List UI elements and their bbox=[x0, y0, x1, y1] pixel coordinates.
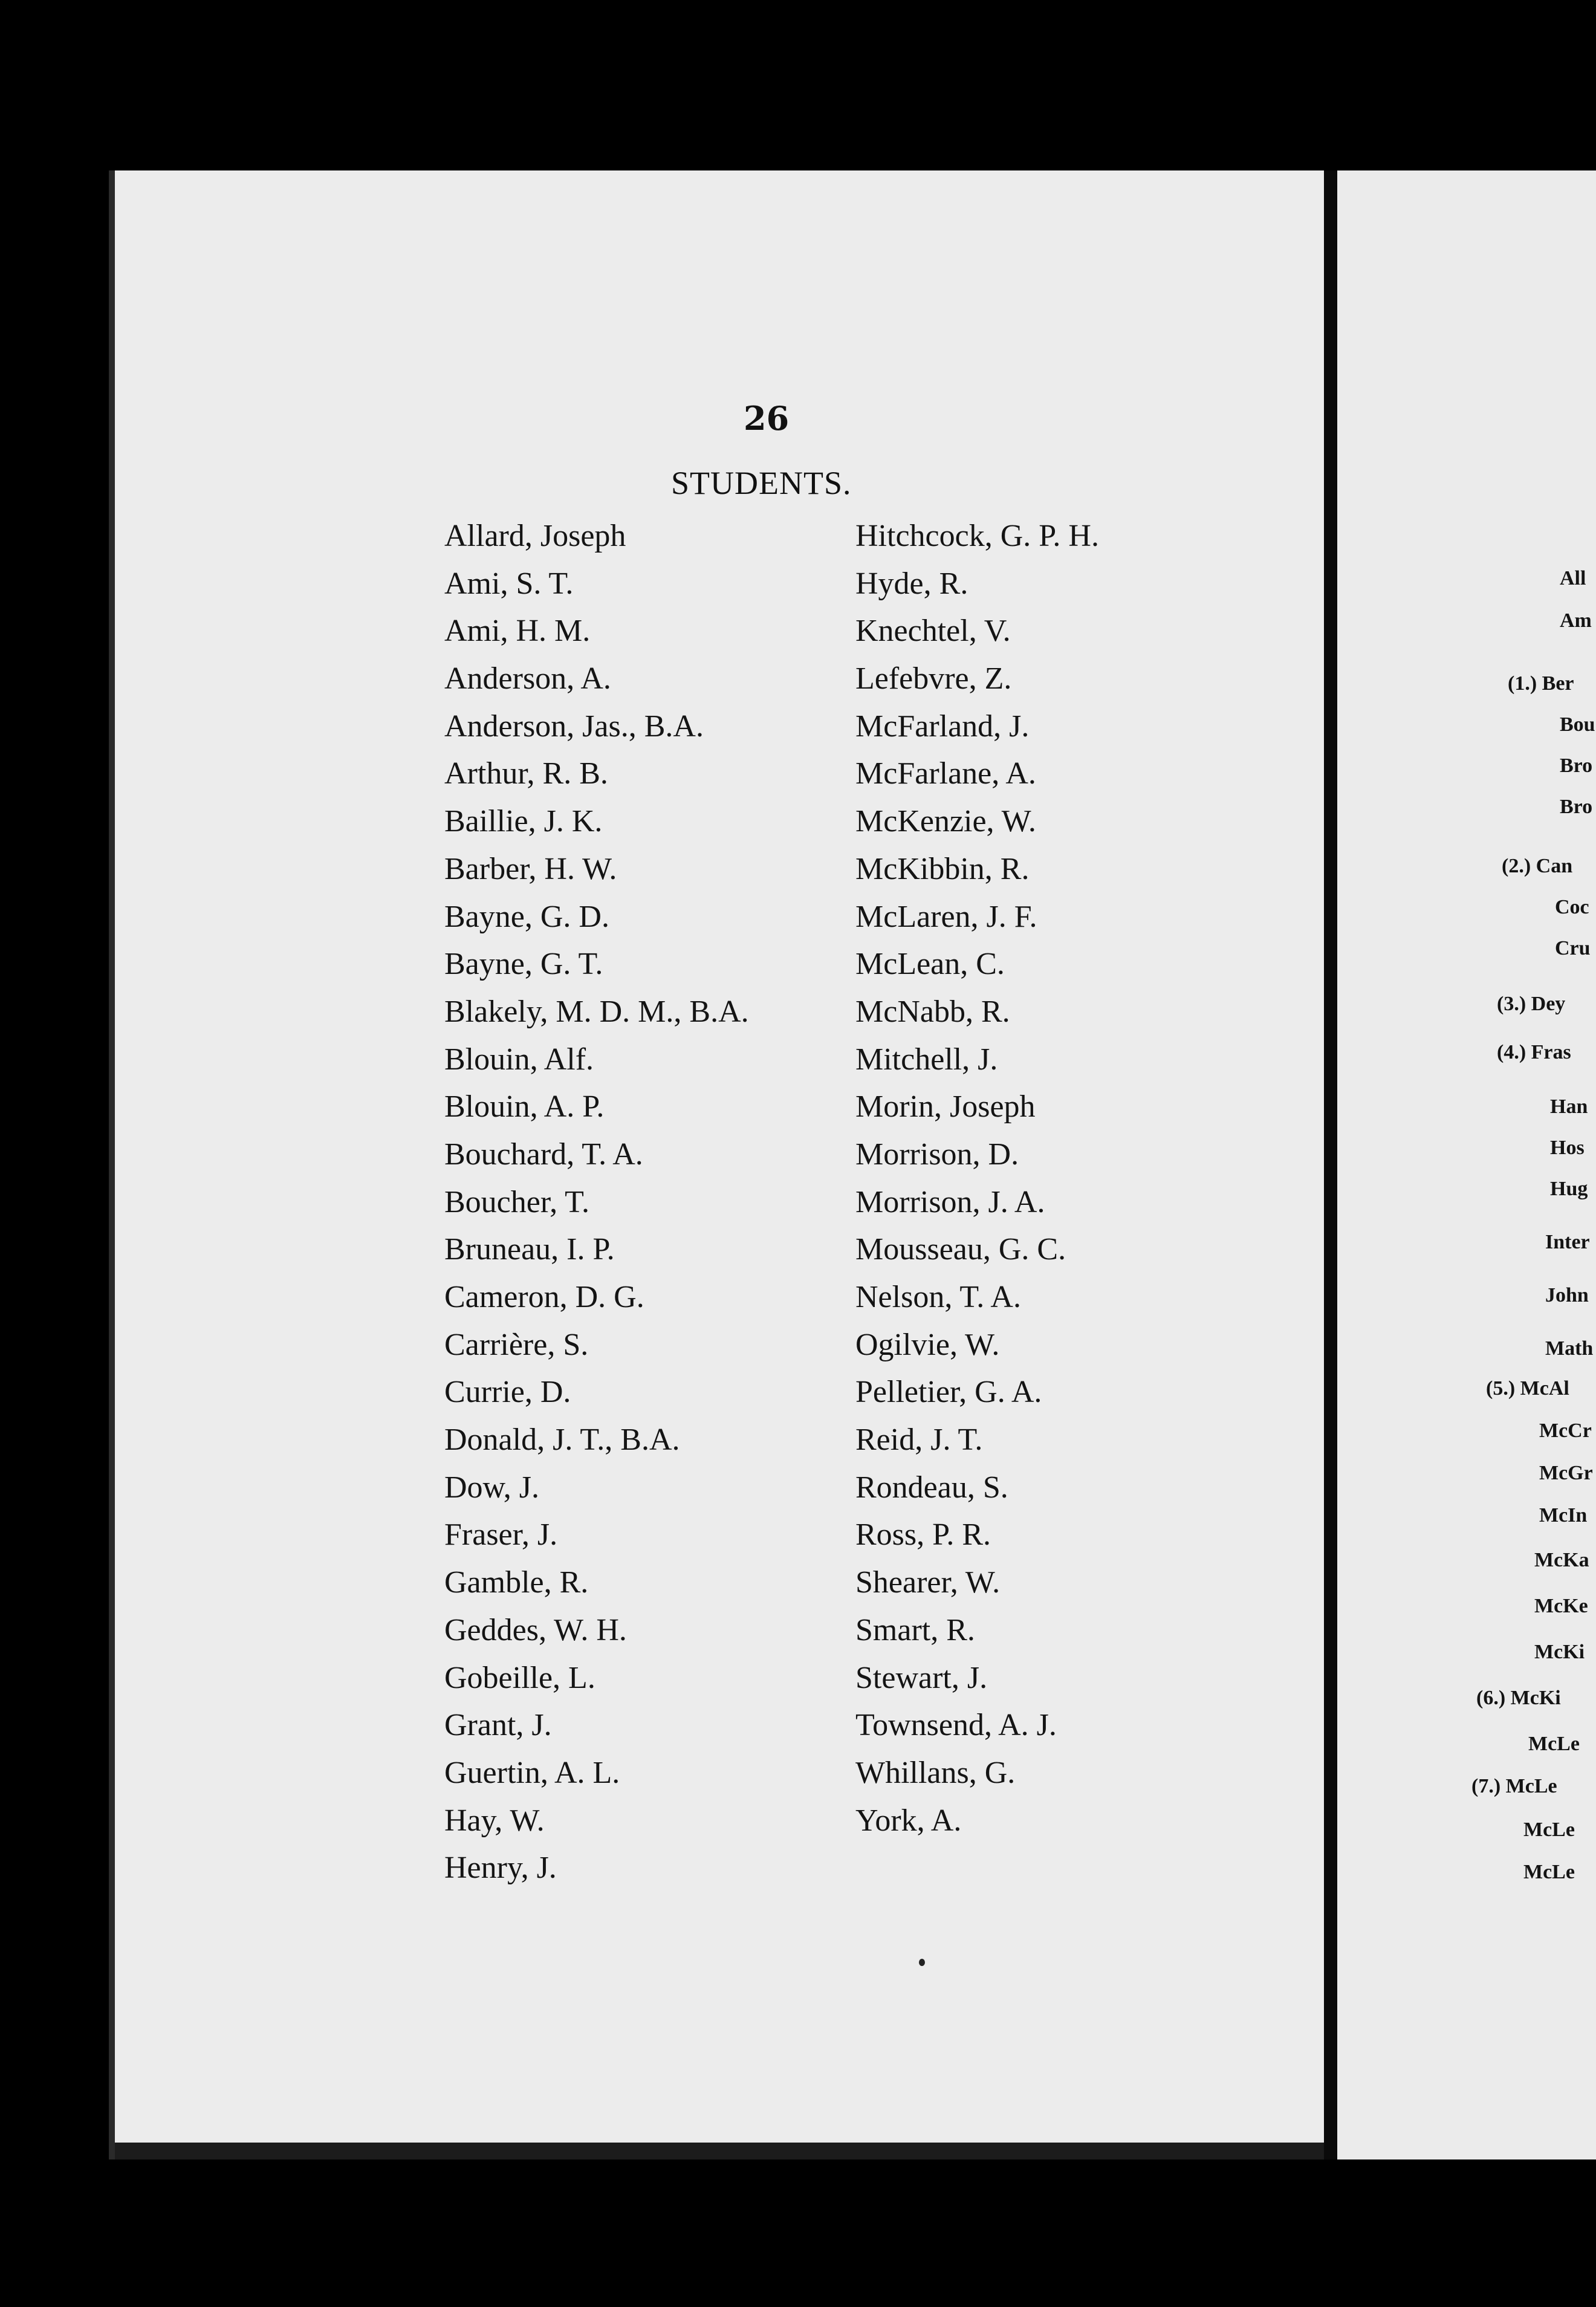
student-name: Fraser, J. bbox=[444, 1517, 558, 1553]
student-name: Shearer, W. bbox=[855, 1565, 1001, 1600]
student-name: McLean, C. bbox=[855, 947, 1005, 982]
facing-fragment: John bbox=[1545, 1284, 1589, 1306]
ink-speck bbox=[919, 1959, 925, 1966]
facing-fragment: McIn bbox=[1539, 1504, 1588, 1527]
student-name: Guertin, A. L. bbox=[444, 1755, 620, 1790]
student-name: Hay, W. bbox=[444, 1803, 545, 1838]
facing-fragment: McGr bbox=[1539, 1462, 1593, 1484]
facing-fragment: (2.) Can bbox=[1502, 855, 1573, 877]
facing-fragment: McKe bbox=[1534, 1595, 1588, 1617]
student-name: Boucher, T. bbox=[444, 1184, 590, 1219]
facing-fragment: All bbox=[1560, 567, 1586, 589]
facing-fragment: Bou bbox=[1560, 713, 1595, 736]
facing-fragment: McKa bbox=[1534, 1549, 1589, 1571]
book-gutter bbox=[1324, 170, 1337, 2159]
facing-fragment: (3.) Dey bbox=[1497, 993, 1566, 1015]
student-name: Bayne, G. D. bbox=[444, 899, 609, 934]
student-name: Morrison, D. bbox=[855, 1137, 1019, 1172]
student-name: Knechtel, V. bbox=[855, 614, 1011, 649]
student-name: Morin, Joseph bbox=[855, 1089, 1036, 1124]
facing-fragment: Cru bbox=[1555, 937, 1591, 959]
facing-fragment: (1.) Ber bbox=[1508, 672, 1574, 695]
student-name: Geddes, W. H. bbox=[444, 1612, 627, 1647]
page-heading: STUDENTS. bbox=[671, 465, 852, 501]
facing-fragment: Hos bbox=[1550, 1137, 1585, 1159]
facing-fragment: Inter bbox=[1545, 1231, 1590, 1253]
student-name: Dow, J. bbox=[444, 1470, 539, 1505]
student-name: Rondeau, S. bbox=[855, 1470, 1008, 1505]
student-name: Morrison, J. A. bbox=[855, 1184, 1045, 1219]
facing-fragment: (7.) McLe bbox=[1471, 1775, 1557, 1797]
student-name: Stewart, J. bbox=[855, 1660, 988, 1695]
students-right-column bbox=[855, 513, 1099, 1845]
student-name: Mousseau, G. C. bbox=[855, 1232, 1066, 1267]
student-name: Currie, D. bbox=[444, 1375, 571, 1410]
facing-fragment: (6.) McKi bbox=[1476, 1687, 1561, 1709]
facing-page bbox=[1337, 170, 1596, 2159]
student-name: Reid, J. T. bbox=[855, 1423, 983, 1458]
student-name: McLaren, J. F. bbox=[855, 899, 1037, 934]
student-name: Bayne, G. T. bbox=[444, 947, 603, 982]
student-name: Blouin, Alf. bbox=[444, 1042, 594, 1077]
facing-fragment: Coc bbox=[1555, 896, 1589, 918]
student-name: Mitchell, J. bbox=[855, 1042, 998, 1077]
student-name: Blakely, M. D. M., B.A. bbox=[444, 994, 749, 1029]
student-name: Arthur, R. B. bbox=[444, 756, 608, 791]
student-name: Ogilvie, W. bbox=[855, 1327, 1000, 1362]
student-name: Ami, H. M. bbox=[444, 614, 591, 649]
student-name: Ami, S. T. bbox=[444, 566, 574, 601]
student-name: McNabb, R. bbox=[855, 994, 1010, 1029]
student-name: Lefebvre, Z. bbox=[855, 661, 1012, 696]
facing-fragment: Am bbox=[1560, 609, 1592, 632]
facing-fragment: Han bbox=[1550, 1095, 1588, 1118]
student-name: Anderson, A. bbox=[444, 661, 611, 696]
student-name: McKibbin, R. bbox=[855, 851, 1030, 886]
student-name: Grant, J. bbox=[444, 1708, 552, 1743]
student-name: Baillie, J. K. bbox=[444, 804, 603, 839]
page-number: 26 bbox=[744, 399, 790, 438]
student-name: McKenzie, W. bbox=[855, 804, 1036, 839]
student-name: Barber, H. W. bbox=[444, 851, 617, 886]
student-name: York, A. bbox=[855, 1803, 962, 1838]
facing-fragment: Bro bbox=[1560, 796, 1593, 818]
student-name: Bouchard, T. A. bbox=[444, 1137, 643, 1172]
facing-fragment: (5.) McAl bbox=[1486, 1377, 1569, 1400]
student-name: Pelletier, G. A. bbox=[855, 1375, 1042, 1410]
student-name: Carrière, S. bbox=[444, 1327, 589, 1362]
facing-fragment: Hug bbox=[1550, 1178, 1588, 1200]
facing-fragment: (4.) Fras bbox=[1497, 1041, 1571, 1063]
student-name: Smart, R. bbox=[855, 1612, 975, 1647]
student-name: Bruneau, I. P. bbox=[444, 1232, 615, 1267]
student-name: Whillans, G. bbox=[855, 1755, 1016, 1790]
facing-fragment: McLe bbox=[1523, 1861, 1575, 1883]
facing-fragment: Bro bbox=[1560, 754, 1593, 777]
student-name: Hitchcock, G. P. H. bbox=[855, 519, 1099, 553]
student-name: Nelson, T. A. bbox=[855, 1280, 1021, 1314]
student-name: Ross, P. R. bbox=[855, 1517, 991, 1553]
student-name: Hyde, R. bbox=[855, 566, 968, 601]
student-name: Henry, J. bbox=[444, 1851, 557, 1886]
facing-fragment: McLe bbox=[1528, 1733, 1580, 1755]
student-name: Blouin, A. P. bbox=[444, 1089, 605, 1124]
facing-fragment: Math bbox=[1545, 1337, 1594, 1360]
student-name: McFarlane, A. bbox=[855, 756, 1036, 791]
facing-fragment: McLe bbox=[1523, 1819, 1575, 1841]
student-name: Gamble, R. bbox=[444, 1565, 589, 1600]
facing-fragment: McKi bbox=[1534, 1641, 1585, 1663]
student-name: McFarland, J. bbox=[855, 709, 1030, 744]
students-left-column bbox=[444, 513, 749, 1892]
student-name: Donald, J. T., B.A. bbox=[444, 1423, 680, 1458]
student-name: Gobeille, L. bbox=[444, 1660, 595, 1695]
student-name: Townsend, A. J. bbox=[855, 1708, 1057, 1743]
student-name: Cameron, D. G. bbox=[444, 1280, 644, 1314]
facing-fragment: McCr bbox=[1539, 1420, 1592, 1442]
student-name: Anderson, Jas., B.A. bbox=[444, 709, 704, 744]
student-name: Allard, Joseph bbox=[444, 519, 626, 553]
